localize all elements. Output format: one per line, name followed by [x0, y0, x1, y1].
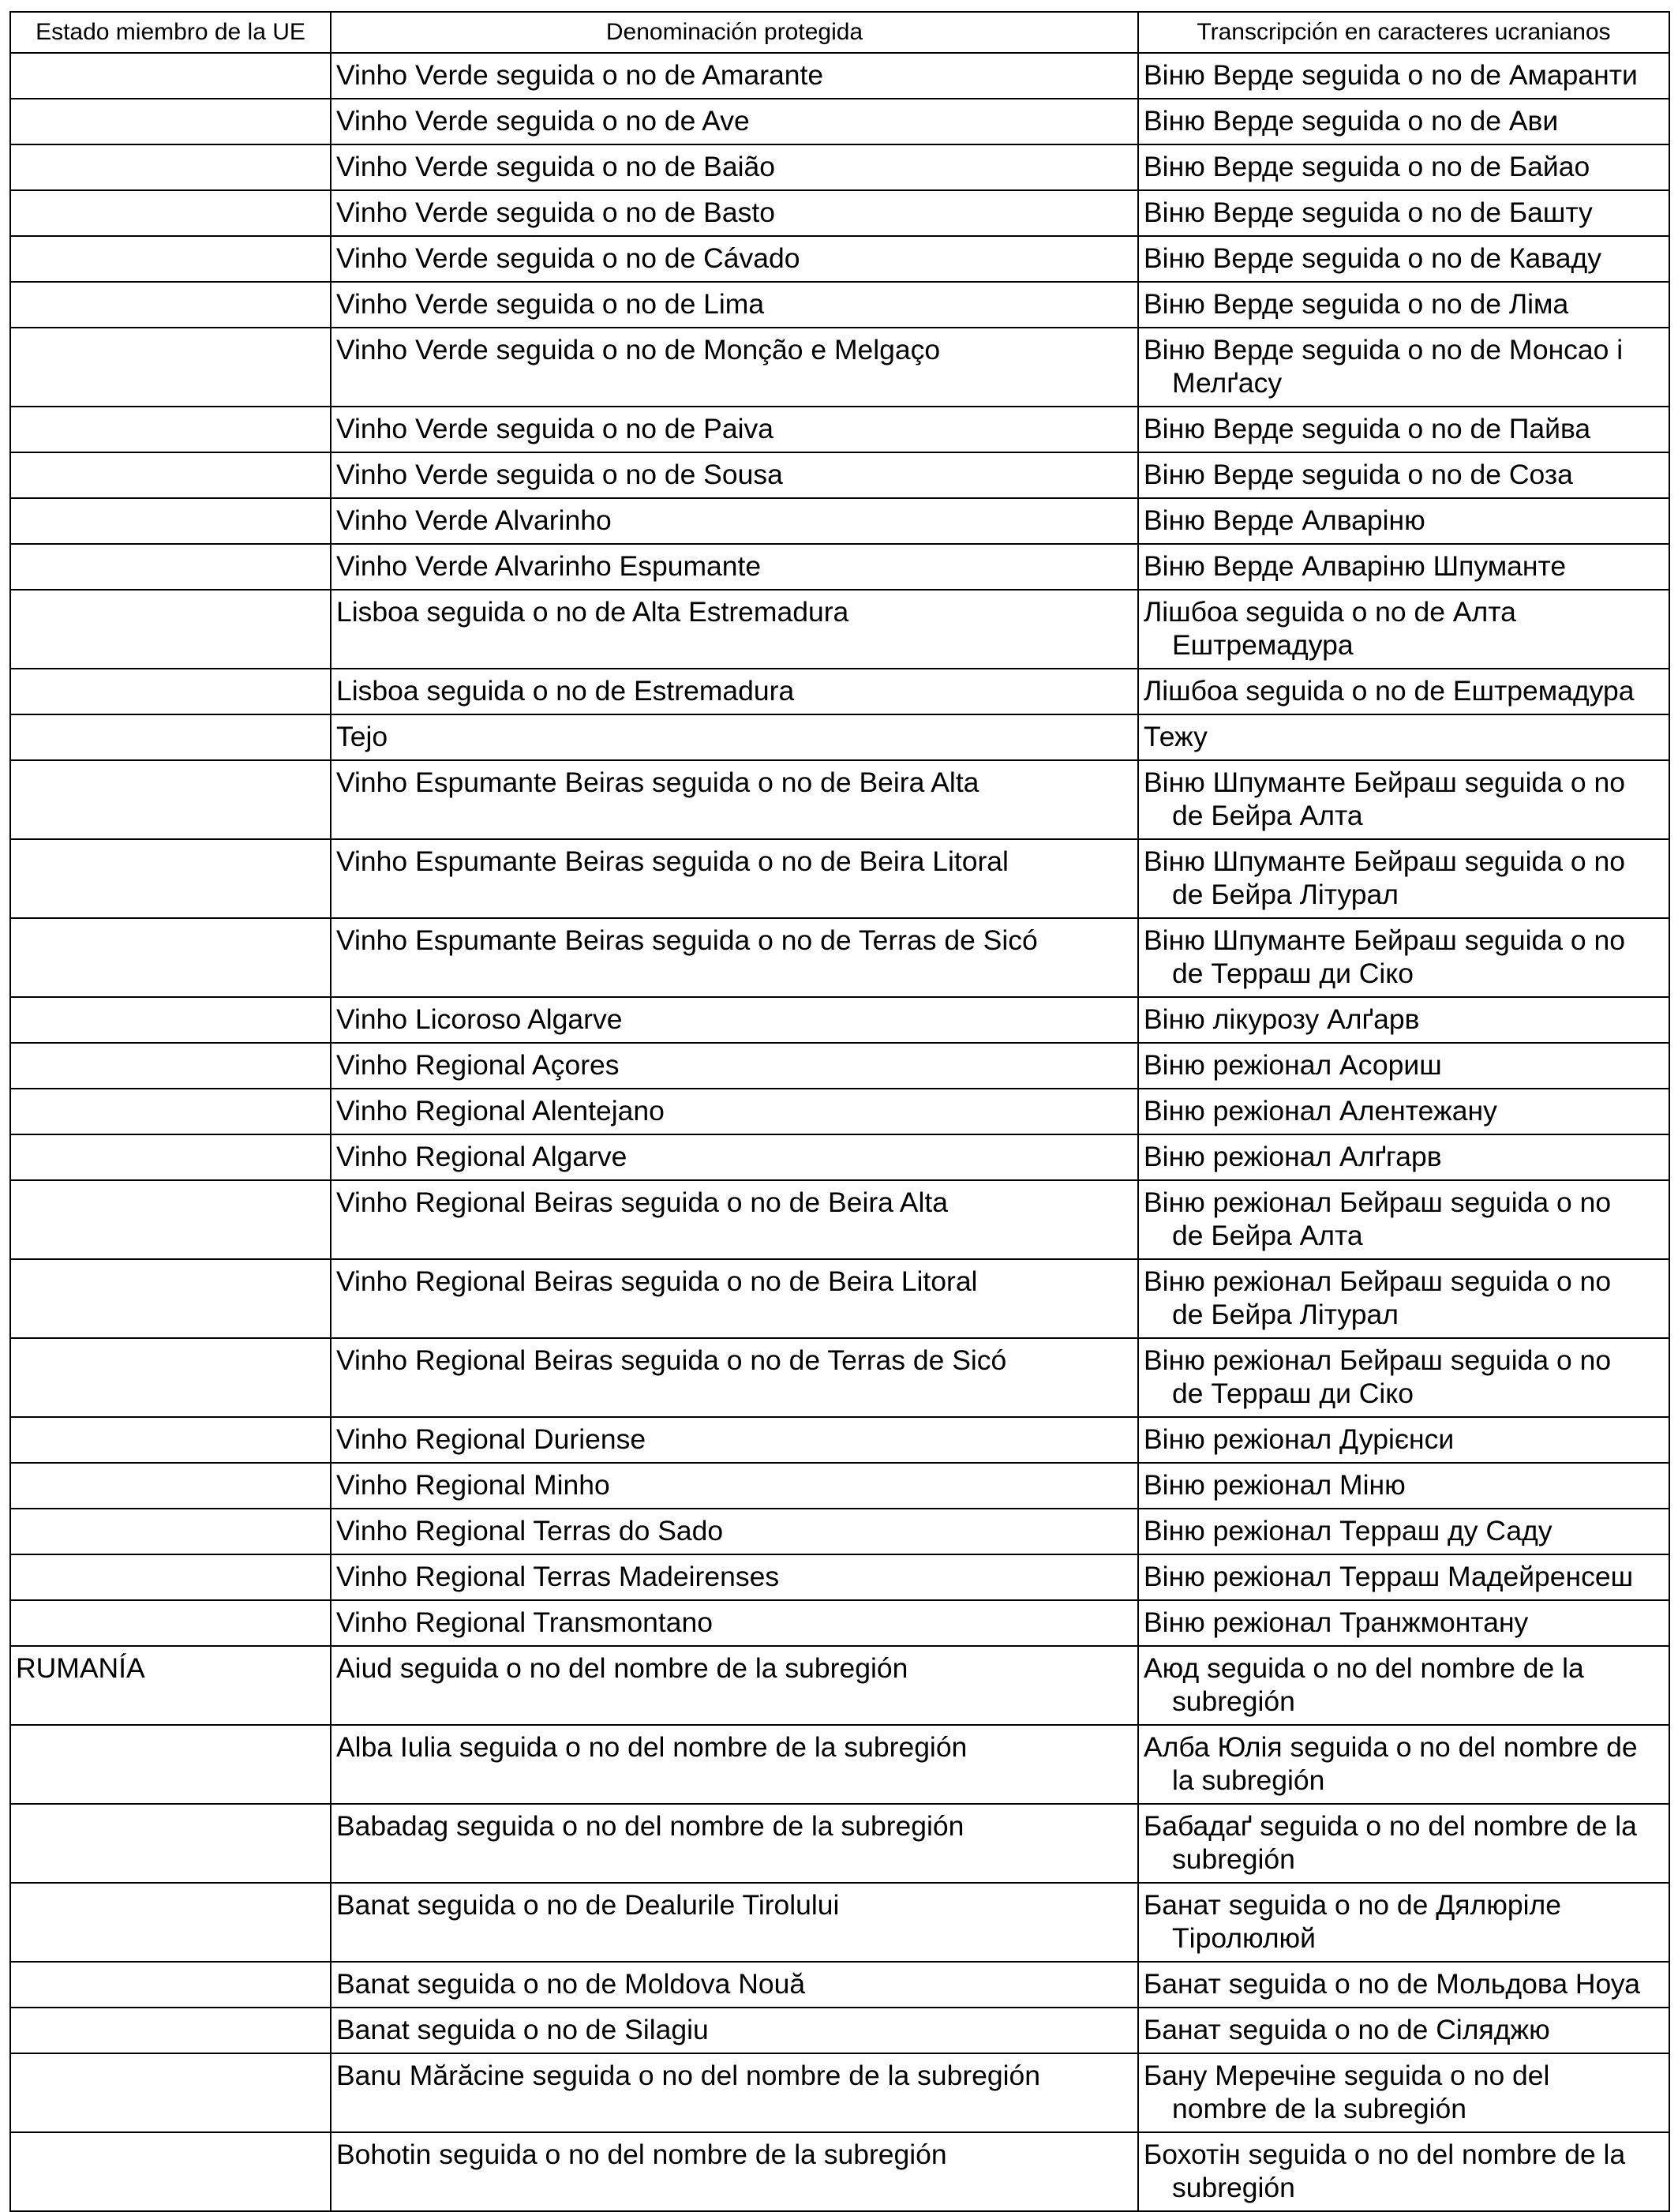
table-row — [10, 1509, 1669, 1554]
transcription-line-1: Бабадаґ seguida o no del nombre de la — [1144, 1810, 1637, 1842]
transcription-line-2: de Бейра Літурал — [1172, 879, 1399, 910]
transcription-line-1: Віню режіонал Алґгарв — [1144, 1141, 1442, 1172]
transcription-cell — [1138, 1259, 1669, 1338]
table-row — [10, 1600, 1669, 1646]
table-row — [10, 236, 1669, 282]
table-row — [10, 144, 1669, 190]
transcription-cell — [1138, 53, 1669, 99]
protected-name-cell: Vinho Espumante Beiras seguida o no de Beira Litoral — [331, 839, 1138, 918]
transcription-line-1: Віню режіонал Асориш — [1144, 1049, 1442, 1081]
transcription-line-2: Мелґасу — [1172, 367, 1283, 399]
transcription-cell — [1138, 2132, 1669, 2211]
transcription-line-1: Віню Верде Алваріню — [1144, 504, 1425, 536]
protected-name-cell: Vinho Espumante Beiras seguida o no de Terras de Sicó — [331, 918, 1138, 997]
table-row — [10, 99, 1669, 144]
transcription-line-1: Алба Юлія seguida o no del nombre de — [1144, 1731, 1638, 1763]
protected-name-cell: Vinho Verde seguida o no de Basto — [331, 190, 1138, 236]
transcription-line-2: la subregión — [1172, 1764, 1325, 1796]
transcription-line-1: Віню Шпуманте Бейраш seguida o no — [1144, 767, 1626, 798]
transcription-line-1: Віню режіонал Транжмонтану — [1144, 1607, 1529, 1638]
protected-name-cell: Vinho Regional Beiras seguida o no de Beira Alta — [331, 1180, 1138, 1259]
transcription-line-1: Бану Меречіне seguida o no del — [1144, 2060, 1550, 2091]
table-row — [10, 498, 1669, 544]
member-state-cell — [10, 1962, 331, 2008]
member-state-cell — [10, 1338, 331, 1417]
transcription-cell — [1138, 997, 1669, 1043]
table-row — [10, 760, 1669, 839]
transcription-cell — [1138, 1600, 1669, 1646]
transcription-cell — [1138, 1417, 1669, 1463]
transcription-cell — [1138, 1883, 1669, 1962]
protected-name-cell: Lisboa seguida o no de Estremadura — [331, 669, 1138, 714]
transcription-line-1: Віню режіонал Бейраш seguida o no — [1144, 1344, 1612, 1376]
header-protected-name: Denominación protegida — [331, 12, 1138, 53]
transcription-cell — [1138, 144, 1669, 190]
transcription-line-1: Віню режіонал Терраш ду Саду — [1144, 1515, 1553, 1547]
transcription-cell — [1138, 407, 1669, 452]
member-state-cell — [10, 997, 331, 1043]
protected-name-cell: Tejo — [331, 714, 1138, 760]
member-state-cell — [10, 918, 331, 997]
member-state-cell — [10, 190, 331, 236]
member-state-cell — [10, 1463, 331, 1509]
protected-name-cell: Vinho Regional Minho — [331, 1463, 1138, 1509]
transcription-line-1: Віню Верде seguida o no de Башту — [1144, 197, 1593, 228]
member-state-cell — [10, 714, 331, 760]
protected-name-cell: Babadag seguida o no del nombre de la subregión — [331, 1804, 1138, 1883]
table-row — [10, 1134, 1669, 1180]
member-state-cell — [10, 1180, 331, 1259]
member-state-cell: RUMANÍA — [10, 1646, 331, 1725]
table-row — [10, 1338, 1669, 1417]
transcription-cell — [1138, 1134, 1669, 1180]
transcription-line-1: Бохотін seguida o no del nombre de la — [1144, 2139, 1626, 2170]
protected-name-cell: Banat seguida o no de Moldova Nouă — [331, 1962, 1138, 2008]
protected-name-cell: Vinho Regional Alentejano — [331, 1089, 1138, 1134]
transcription-cell — [1138, 544, 1669, 590]
member-state-cell — [10, 282, 331, 328]
protected-name-cell: Banat seguida o no de Dealurile Tirolului — [331, 1883, 1138, 1962]
protected-name-cell: Bohotin seguida o no del nombre de la subregión — [331, 2132, 1138, 2211]
header-transcription: Transcripción en caracteres ucranianos — [1138, 12, 1669, 53]
table-row — [10, 669, 1669, 714]
table-row — [10, 1646, 1669, 1725]
transcription-line-2: Тіролюлюй — [1172, 1922, 1317, 1954]
member-state-cell — [10, 328, 331, 407]
member-state-cell — [10, 1509, 331, 1554]
transcription-line-2: subregión — [1172, 1843, 1295, 1875]
transcription-cell — [1138, 714, 1669, 760]
transcription-line-1: Віню режіонал Міню — [1144, 1469, 1406, 1501]
table-row — [10, 1089, 1669, 1134]
protected-name-cell: Vinho Verde seguida o no de Baião — [331, 144, 1138, 190]
table-row — [10, 1180, 1669, 1259]
table-body — [10, 53, 1669, 2211]
member-state-cell — [10, 2053, 331, 2132]
protected-name-cell: Vinho Regional Algarve — [331, 1134, 1138, 1180]
transcription-cell — [1138, 1804, 1669, 1883]
member-state-cell — [10, 498, 331, 544]
transcription-line-1: Аюд seguida o no del nombre de la — [1144, 1652, 1584, 1684]
member-state-cell — [10, 236, 331, 282]
transcription-line-2: Ештремадура — [1172, 629, 1354, 661]
transcription-cell — [1138, 190, 1669, 236]
transcription-cell — [1138, 918, 1669, 997]
member-state-cell — [10, 1600, 331, 1646]
member-state-cell — [10, 452, 331, 498]
table-row — [10, 1554, 1669, 1600]
transcription-line-1: Віню Верде seguida o no de Каваду — [1144, 242, 1601, 274]
transcription-cell — [1138, 2053, 1669, 2132]
protected-name-cell: Vinho Licoroso Algarve — [331, 997, 1138, 1043]
transcription-cell — [1138, 839, 1669, 918]
protected-name-cell: Banu Mărăcine seguida o no del nombre de la subregión — [331, 2053, 1138, 2132]
transcription-cell — [1138, 452, 1669, 498]
transcription-cell — [1138, 236, 1669, 282]
protected-name-cell: Vinho Regional Beiras seguida o no de Beira Litoral — [331, 1259, 1138, 1338]
protected-name-cell: Vinho Regional Duriense — [331, 1417, 1138, 1463]
transcription-cell — [1138, 1646, 1669, 1725]
transcription-line-1: Лішбоа seguida o no de Ештремадура — [1144, 675, 1635, 707]
member-state-cell — [10, 1259, 331, 1338]
protected-name-cell: Vinho Verde seguida o no de Cávado — [331, 236, 1138, 282]
member-state-cell — [10, 1043, 331, 1089]
protected-name-cell: Vinho Regional Transmontano — [331, 1600, 1138, 1646]
transcription-line-1: Віню Верде seguida o no de Соза — [1144, 459, 1573, 490]
transcription-cell — [1138, 1338, 1669, 1417]
protected-name-cell: Vinho Verde seguida o no de Paiva — [331, 407, 1138, 452]
protected-name-cell: Vinho Regional Terras do Sado — [331, 1509, 1138, 1554]
table-row — [10, 1417, 1669, 1463]
transcription-line-1: Віню Шпуманте Бейраш seguida o no — [1144, 845, 1626, 877]
protected-name-cell: Banat seguida o no de Silagiu — [331, 2008, 1138, 2053]
table-row — [10, 53, 1669, 99]
member-state-cell — [10, 1883, 331, 1962]
table-row — [10, 997, 1669, 1043]
member-state-cell — [10, 1554, 331, 1600]
transcription-cell — [1138, 99, 1669, 144]
table-row — [10, 1962, 1669, 2008]
transcription-line-1: Віню Шпуманте Бейраш seguida o no — [1144, 924, 1626, 956]
transcription-cell — [1138, 669, 1669, 714]
protected-name-cell: Vinho Verde Alvarinho — [331, 498, 1138, 544]
transcription-line-1: Віню Верде Алваріню Шпуманте — [1144, 550, 1567, 582]
transcription-line-1: Віню режіонал Дурієнси — [1144, 1423, 1455, 1455]
table-row — [10, 1804, 1669, 1883]
protected-name-cell: Vinho Verde Alvarinho Espumante — [331, 544, 1138, 590]
protected-names-table — [9, 11, 1670, 2212]
transcription-cell — [1138, 1554, 1669, 1600]
member-state-cell — [10, 144, 331, 190]
transcription-line-2: de Бейра Алта — [1172, 1220, 1363, 1251]
transcription-line-1: Віню Верде seguida o no de Пайва — [1144, 413, 1591, 444]
table-header-row — [10, 12, 1669, 53]
transcription-line-1: Тежу — [1144, 721, 1208, 752]
table-row — [10, 714, 1669, 760]
transcription-cell — [1138, 2008, 1669, 2053]
transcription-line-1: Віню Верде seguida o no de Монсао і — [1144, 334, 1624, 366]
protected-name-cell: Vinho Verde seguida o no de Monção e Melgaço — [331, 328, 1138, 407]
table-row — [10, 2132, 1669, 2211]
transcription-cell — [1138, 1509, 1669, 1554]
transcription-line-1: Віню режіонал Бейраш seguida o no — [1144, 1265, 1612, 1297]
transcription-line-2: de Бейра Алта — [1172, 800, 1363, 831]
header-member-state: Estado miembro de la UE — [10, 12, 331, 53]
member-state-cell — [10, 1417, 331, 1463]
transcription-line-2: de Терраш ди Сіко — [1172, 1378, 1414, 1409]
transcription-line-2: de Терраш ди Сіко — [1172, 958, 1414, 989]
transcription-line-1: Віню режіонал Бейраш seguida o no — [1144, 1187, 1612, 1218]
transcription-line-2: subregión — [1172, 1685, 1295, 1717]
transcription-line-1: Віню Верде seguida o no de Ави — [1144, 105, 1559, 137]
transcription-cell — [1138, 1089, 1669, 1134]
protected-name-cell: Vinho Verde seguida o no de Lima — [331, 282, 1138, 328]
table-row — [10, 590, 1669, 669]
protected-name-cell: Vinho Verde seguida o no de Sousa — [331, 452, 1138, 498]
transcription-cell — [1138, 1180, 1669, 1259]
transcription-line-1: Віню режіонал Алентежану — [1144, 1095, 1497, 1127]
transcription-cell — [1138, 590, 1669, 669]
table-row — [10, 190, 1669, 236]
table-row — [10, 2053, 1669, 2132]
table-row — [10, 1043, 1669, 1089]
transcription-line-1: Банат seguida o no de Дялюріле — [1144, 1889, 1561, 1921]
table-row — [10, 1725, 1669, 1804]
table-row — [10, 544, 1669, 590]
transcription-line-1: Віню Верде seguida o no de Ліма — [1144, 288, 1569, 320]
member-state-cell — [10, 1134, 331, 1180]
transcription-cell — [1138, 282, 1669, 328]
transcription-line-1: Лішбоа seguida o no de Алта — [1144, 596, 1516, 628]
member-state-cell — [10, 669, 331, 714]
table-row — [10, 407, 1669, 452]
transcription-cell — [1138, 1962, 1669, 2008]
member-state-cell — [10, 1804, 331, 1883]
member-state-cell — [10, 99, 331, 144]
transcription-cell — [1138, 328, 1669, 407]
transcription-cell — [1138, 1725, 1669, 1804]
protected-name-cell: Vinho Verde seguida o no de Ave — [331, 99, 1138, 144]
protected-name-cell: Lisboa seguida o no de Alta Estremadura — [331, 590, 1138, 669]
table-row — [10, 452, 1669, 498]
table-row — [10, 1463, 1669, 1509]
protected-name-cell: Vinho Regional Beiras seguida o no de Terras de Sicó — [331, 1338, 1138, 1417]
member-state-cell — [10, 760, 331, 839]
table-row — [10, 839, 1669, 918]
transcription-cell — [1138, 1463, 1669, 1509]
protected-name-cell: Vinho Regional Terras Madeirenses — [331, 1554, 1138, 1600]
transcription-cell — [1138, 760, 1669, 839]
table-row — [10, 1883, 1669, 1962]
table-row — [10, 918, 1669, 997]
table-row — [10, 1259, 1669, 1338]
member-state-cell — [10, 590, 331, 669]
transcription-cell — [1138, 1043, 1669, 1089]
table-row — [10, 2008, 1669, 2053]
transcription-line-1: Віню Верде seguida o no de Амаранти — [1144, 59, 1638, 91]
protected-name-cell: Aiud seguida o no del nombre de la subregión — [331, 1646, 1138, 1725]
member-state-cell — [10, 407, 331, 452]
table-row — [10, 282, 1669, 328]
member-state-cell — [10, 2008, 331, 2053]
protected-name-cell: Vinho Verde seguida o no de Amarante — [331, 53, 1138, 99]
member-state-cell — [10, 839, 331, 918]
member-state-cell — [10, 1089, 331, 1134]
transcription-line-2: de Бейра Літурал — [1172, 1299, 1399, 1330]
protected-name-cell: Vinho Regional Açores — [331, 1043, 1138, 1089]
member-state-cell — [10, 2132, 331, 2211]
protected-name-cell: Alba Iulia seguida o no del nombre de la subregión — [331, 1725, 1138, 1804]
table-row — [10, 328, 1669, 407]
transcription-line-1: Віню режіонал Терраш Мадейренсеш — [1144, 1561, 1634, 1592]
transcription-line-2: subregión — [1172, 2172, 1295, 2203]
transcription-line-1: Віню лікурозу Алґарв — [1144, 1003, 1420, 1035]
member-state-cell — [10, 544, 331, 590]
transcription-line-1: Банат seguida o no de Сіляджю — [1144, 2014, 1550, 2045]
transcription-line-1: Банат seguida o no de Мольдова Ноуа — [1144, 1968, 1640, 2000]
transcription-cell — [1138, 498, 1669, 544]
member-state-cell — [10, 1725, 331, 1804]
transcription-line-1: Віню Верде seguida o no de Байао — [1144, 151, 1590, 182]
member-state-cell — [10, 53, 331, 99]
transcription-line-2: nombre de la subregión — [1172, 2093, 1466, 2124]
protected-name-cell: Vinho Espumante Beiras seguida o no de Beira Alta — [331, 760, 1138, 839]
